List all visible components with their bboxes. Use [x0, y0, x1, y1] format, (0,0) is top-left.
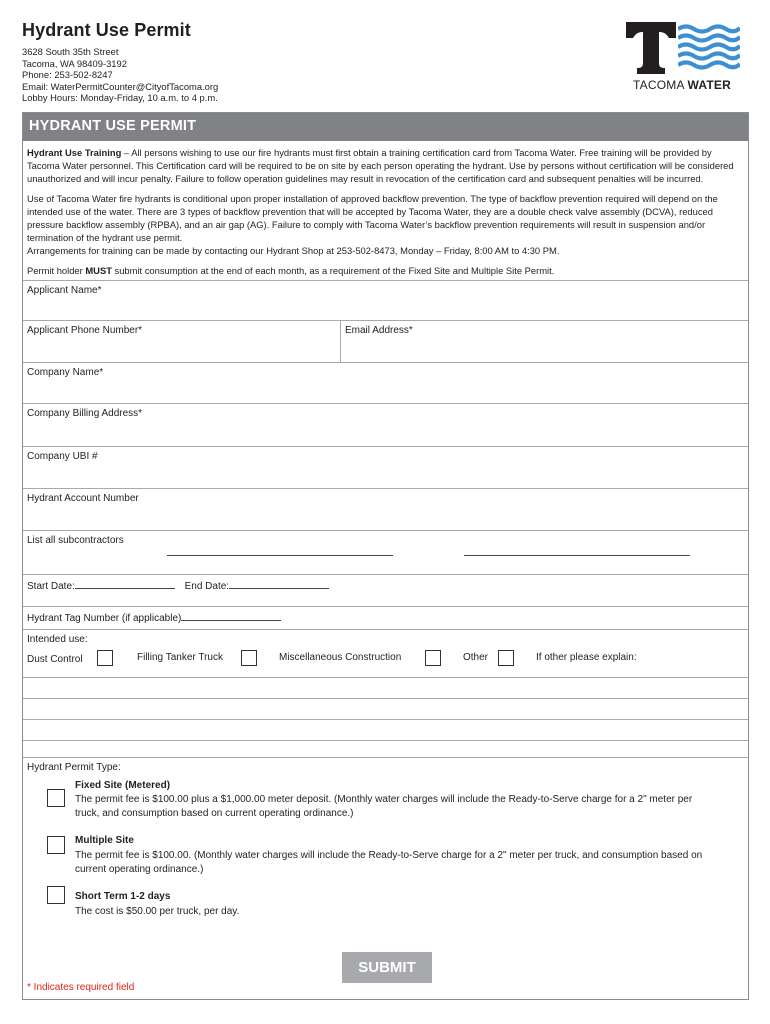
lobby-hours-text: Lobby Hours: Monday-Friday, 10 a.m. to 4 p.m. [22, 92, 218, 104]
company-name-field[interactable] [23, 362, 748, 403]
subcontractors-label: List all subcontractors [27, 534, 124, 546]
arrangements-text: Arrangements for training can be made by contacting our Hydrant Shop at 253-502-8473, Monday – Friday, 8:00 AM to 4:30 PM. [27, 245, 560, 257]
applicant-name-label: Applicant Name* [27, 284, 102, 296]
logo-word-tacoma: TACOMA [633, 78, 684, 92]
logo-word-water: WATER [687, 78, 731, 92]
training-paragraph [27, 146, 744, 186]
address-street: 3628 South 35th Street [22, 46, 119, 57]
filling-tanker-label: Filling Tanker Truck [137, 651, 223, 663]
intro-text [23, 141, 748, 277]
dust-control-checkbox[interactable] [97, 650, 113, 666]
page-header [22, 20, 748, 108]
permit-form [22, 112, 749, 1000]
tacoma-water-logo [618, 20, 746, 94]
end-date-input[interactable] [229, 579, 329, 589]
hydrant-account-field[interactable] [23, 488, 748, 530]
intended-use-label: Intended use: [27, 633, 88, 645]
billing-address-field[interactable] [23, 403, 748, 446]
company-name-label: Company Name* [27, 366, 104, 378]
other-explain-label: If other please explain: [536, 651, 637, 663]
t-logo-icon [626, 22, 676, 74]
multiple-site-checkbox[interactable] [47, 836, 65, 854]
tag-number-input[interactable] [181, 611, 281, 621]
start-date-input[interactable] [75, 579, 175, 589]
permit-type-section [23, 757, 748, 957]
training-text: – All persons wishing to use our fire hydrants must first obtain a training certification card from Tacoma Water. Free training will be provided by Tacoma Water personnel. This Certification card will be required to be on site by each person operating the hydrant. Use by persons without certification will be considered unauthorized and will incur penalty. Failure to follow operation guidelines may result in revocation of the certification card and subsequent penalties will be incurred. [27, 147, 734, 185]
tag-number-field [27, 611, 281, 624]
subcontractor-line-1[interactable] [167, 555, 393, 556]
contact-row [23, 320, 748, 362]
address-city: Tacoma, WA 98409-3192 [22, 57, 127, 69]
dust-control-label: Dust Control [27, 653, 83, 665]
fixed-site-title: Fixed Site (Metered) [75, 779, 171, 791]
water-waves-icon [678, 24, 740, 74]
billing-address-label: Company Billing Address* [27, 407, 143, 419]
email-label: Email Address* [345, 324, 413, 336]
subcontractors-field[interactable] [23, 530, 748, 574]
training-title: Hydrant Use Training [27, 147, 122, 158]
consumption-paragraph [27, 264, 744, 277]
end-date-label: End Date: [184, 580, 230, 592]
required-field-note: * Indicates required field [27, 982, 135, 993]
start-date-label: Start Date: [27, 580, 75, 592]
phone-text: Phone: 253-502-8247 [22, 69, 113, 81]
submit-button[interactable]: SUBMIT [342, 952, 432, 983]
hydrant-account-label: Hydrant Account Number [27, 492, 139, 504]
subcontractor-line-2[interactable] [464, 555, 690, 556]
explain-line-3[interactable] [23, 719, 748, 720]
permit-type-label: Hydrant Permit Type: [27, 761, 121, 773]
multiple-site-title: Multiple Site [75, 834, 134, 846]
tag-number-label: Hydrant Tag Number (if applicable) [27, 612, 182, 624]
fixed-site-checkbox[interactable] [47, 789, 65, 807]
short-term-checkbox[interactable] [47, 886, 65, 904]
short-term-title: Short Term 1-2 days [75, 890, 171, 902]
explain-line-2[interactable] [23, 698, 748, 699]
email-text: Email: WaterPermitCounter@CityofTacoma.org [22, 80, 219, 92]
company-ubi-label: Company UBI # [27, 450, 98, 462]
misc-construction-checkbox[interactable] [425, 650, 441, 666]
consumption-post: submit consumption at the end of each month, as a requirement of the Fixed Site and Multiple Site Permit. [111, 264, 555, 276]
consumption-must: MUST [85, 264, 112, 276]
multiple-site-desc: The permit fee is $100.00. (Monthly water charges will include the Ready-to-Serve charge for a 2" meter per truck, and consumption based on current operating ordinance.) [75, 849, 703, 875]
backflow-paragraph [27, 192, 744, 258]
consumption-pre: Permit holder [27, 264, 86, 276]
other-checkbox[interactable] [498, 650, 514, 666]
company-ubi-field[interactable] [23, 446, 748, 488]
explain-line-4[interactable] [23, 740, 748, 741]
field-divider [340, 321, 341, 362]
form-banner: HYDRANT USE PERMIT [23, 113, 748, 141]
dates-row [23, 574, 748, 606]
applicant-name-field[interactable] [23, 280, 748, 320]
filling-tanker-checkbox[interactable] [241, 650, 257, 666]
date-fields [27, 579, 329, 592]
tag-number-row [23, 606, 748, 629]
fixed-site-desc: The permit fee is $100.00 plus a $1,000.00 meter deposit. (Monthly water charges will include the Ready-to-Serve charge for a 2" meter per truck, and consumption based on current operating ordinance.) [75, 793, 693, 819]
explain-line-1[interactable] [23, 677, 748, 678]
logo-wordmark [618, 78, 746, 92]
short-term-desc: The cost is $50.00 per truck, per day. [75, 905, 240, 917]
backflow-text: Use of Tacoma Water fire hydrants is conditional upon proper installation of approved backflow prevention. The type of backflow prevention required will depend on the intended use of the water. There are 3 types of backflow prevention that will be accepted by Tacoma Water, they are a double check valve assembly (DCVA), reduced pressure backflow assembly (RPBA), and an air gap (AG). Failure to comply with Tacoma Water’s backflow prevention requirements will result in suspension and/or termination of the hydrant use permit. [27, 192, 718, 244]
intended-use-section [23, 629, 748, 757]
misc-construction-label: Miscellaneous Construction [279, 651, 402, 663]
other-label: Other [463, 651, 489, 663]
applicant-phone-label: Applicant Phone Number* [27, 324, 143, 336]
page-title: Hydrant Use Permit [22, 20, 191, 40]
